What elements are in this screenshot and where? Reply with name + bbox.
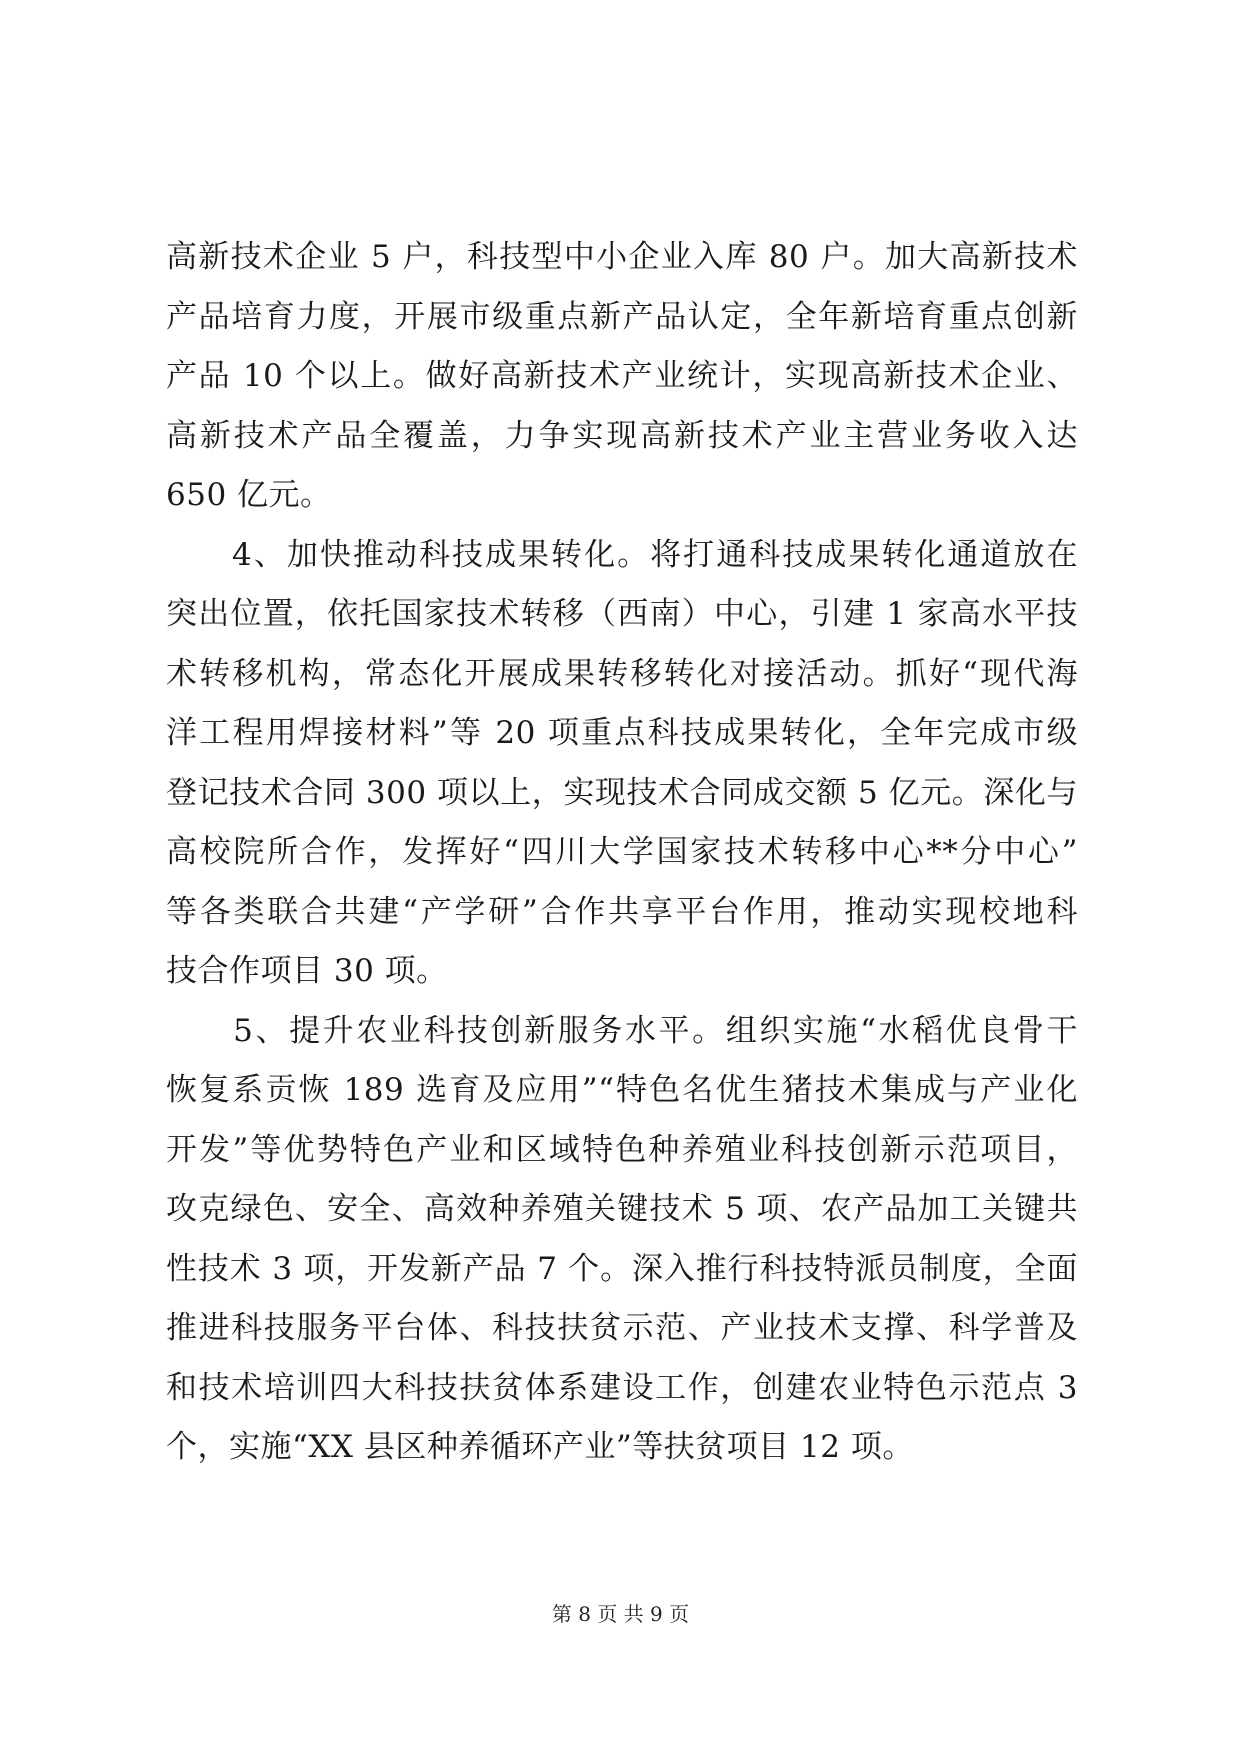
text-line: 和技术培训四大科技扶贫体系建设工作，创建农业特色示范点 3: [166, 1369, 1078, 1406]
text-line: 5、提升农业科技创新服务水平。组织实施“水稻优良骨干: [166, 1012, 1078, 1049]
text-line: 高新技术产品全覆盖，力争实现高新技术产业主营业务收入达: [166, 417, 1078, 454]
document-body: [166, 228, 1078, 1478]
text-line: 推进科技服务平台体、科技扶贫示范、产业技术支撑、科学普及: [166, 1310, 1078, 1346]
text-line: 性技术 3 项，开发新产品 7 个。深入推行科技特派员制度，全面: [166, 1250, 1078, 1287]
text-line: 洋工程用焊接材料”等 20 项重点科技成果转化，全年完成市级: [166, 715, 1078, 751]
page-number-footer: 第 8 页 共 9 页: [551, 1602, 690, 1626]
text-line: 登记技术合同 300 项以上，实现技术合同成交额 5 亿元。深化与: [166, 774, 1078, 811]
paragraph-high-tech-enterprises: [166, 228, 1078, 526]
text-line: 产品培育力度，开展市级重点新产品认定，全年新培育重点创新: [166, 298, 1078, 335]
text-line: 开发”等优势特色产业和区域特色种养殖业科技创新示范项目，: [166, 1131, 1078, 1168]
text-line: 术转移机构，常态化开展成果转移转化对接活动。抓好“现代海: [166, 655, 1078, 692]
text-line: 攻克绿色、安全、高效种养殖关键技术 5 项、农产品加工关键共: [166, 1191, 1078, 1227]
text-line: 650 亿元。: [166, 477, 332, 513]
paragraph-tech-transfer: [166, 526, 1078, 1002]
paragraph-agri-tech: [166, 1002, 1078, 1478]
text-line: 4、加快推动科技成果转化。将打通科技成果转化通道放在: [166, 536, 1078, 573]
text-line: 高新技术企业 5 户，科技型中小企业入库 80 户。加大高新技术: [166, 239, 1078, 275]
text-line: 等各类联合共建“产学研”合作共享平台作用，推动实现校地科: [166, 893, 1078, 930]
text-line: 高校院所合作，发挥好“四川大学国家技术转移中心**分中心”: [166, 834, 1078, 870]
text-line: 个，实施“XX 县区种养循环产业”等扶贫项目 12 项。: [166, 1429, 914, 1465]
text-line: 产品 10 个以上。做好高新技术产业统计，实现高新技术企业、: [166, 358, 1078, 394]
text-line: 恢复系贡恢 189 选育及应用”“特色名优生猪技术集成与产业化: [166, 1072, 1078, 1108]
text-line: 技合作项目 30 项。: [166, 953, 448, 989]
text-line: 突出位置，依托国家技术转移（西南）中心，引建 1 家高水平技: [166, 596, 1078, 632]
